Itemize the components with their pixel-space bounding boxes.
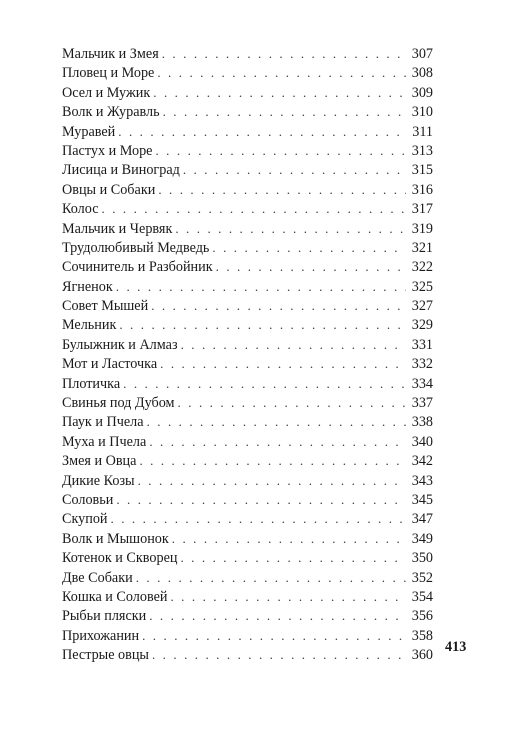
toc-entry-title: Пестрые овцы [62,647,149,664]
toc-entry [62,432,433,451]
toc-entry-title: Муха и Пчела [62,433,147,450]
toc-entry [62,122,433,141]
toc-entry-title: Мальчик и Червяк [62,220,173,237]
toc-entry [62,141,433,160]
toc-entry-title: Дикие Козы [62,472,135,489]
dot-leader [180,548,406,567]
toc-entry-page: 342 [411,453,433,470]
dot-leader [136,568,406,587]
toc-entry-page: 347 [411,511,433,528]
toc-entry [62,490,433,509]
dot-leader [181,335,406,354]
toc-entry-page: 309 [411,84,433,101]
dot-leader [102,199,407,218]
toc-entry-page: 334 [411,375,433,392]
dot-leader [155,141,406,160]
toc-entry [62,315,433,334]
toc-entry [62,568,433,587]
toc-entry [62,374,433,393]
toc-entry-title: Лисица и Виноград [62,162,180,179]
toc-entry [62,451,433,470]
dot-leader [163,102,406,121]
toc-entry-title: Кошка и Соловей [62,588,168,605]
toc-entry-page: 354 [411,588,433,605]
toc-entry-page: 316 [411,181,433,198]
toc-entry-page: 322 [411,259,433,276]
toc-entry [62,83,433,102]
toc-entry [62,509,433,528]
toc-entry [62,606,433,625]
toc-entry-page: 337 [411,395,433,412]
dot-leader [119,315,406,334]
toc-entry-page: 343 [411,472,433,489]
toc-entry-title: Волк и Журавль [62,104,160,121]
toc-entry-title: Соловьи [62,491,114,508]
toc-entry-title: Скупой [62,511,108,528]
toc-entry-title: Осел и Мужик [62,84,151,101]
toc-entry-title: Котенок и Скворец [62,550,178,567]
toc-entry [62,199,433,218]
toc-entry [62,219,433,238]
toc-entry-title: Совет Мышей [62,298,149,315]
toc-entry-page: 310 [411,104,433,121]
dot-leader [116,490,406,509]
toc-entry-title: Мот и Ласточка [62,356,158,373]
toc-entry-title: Ягненок [62,278,113,295]
dot-leader [172,529,406,548]
toc-entry-title: Пастух и Море [62,142,153,159]
toc-entry-page: 331 [411,336,433,353]
toc-entry-title: Булыжник и Алмаз [62,336,178,353]
toc-entry [62,63,433,82]
toc-entry-page: 307 [411,46,433,62]
toc-entry-page: 325 [411,278,433,295]
page-number: 413 [445,639,467,655]
dot-leader [157,63,406,82]
toc-entry-title: Паук и Пчела [62,414,144,431]
dot-leader [175,219,406,238]
dot-leader [111,509,406,528]
toc-entry [62,44,433,63]
toc-entry-title: Волк и Мышонок [62,530,169,547]
toc-entry-title: Колос [62,201,99,218]
dot-leader [212,238,406,257]
toc-entry [62,471,433,490]
toc-entry-page: 311 [412,123,433,140]
dot-leader [118,122,406,141]
toc-entry [62,354,433,373]
toc-entry-page: 329 [411,317,433,334]
toc-entry-title: Змея и Овца [62,453,137,470]
toc-entry-page: 356 [411,608,433,625]
toc-entry [62,160,433,179]
dot-leader [158,180,406,199]
dot-leader [183,160,406,179]
dot-leader [149,432,406,451]
toc-entry [62,529,433,548]
toc-entry [62,412,433,431]
toc-entry-title: Свинья под Дубом [62,395,175,412]
toc-entry-page: 358 [411,627,433,644]
toc-entry-title: Трудолюбивый Медведь [62,239,210,256]
dot-leader [142,626,406,645]
toc-entry-page: 349 [411,530,433,547]
dot-leader [138,471,406,490]
toc-entry-page: 317 [411,201,433,218]
toc-entry-page: 313 [411,142,433,159]
dot-leader [139,451,406,470]
dot-leader [162,44,406,63]
toc-entry-title: Муравей [62,123,116,140]
dot-leader [147,412,406,431]
toc-entry [62,548,433,567]
dot-leader [123,374,406,393]
toc-entry-title: Прихожанин [62,627,140,644]
toc-entry [62,277,433,296]
toc-entry-page: 319 [411,220,433,237]
toc-entry-title: Плотичка [62,375,121,392]
toc-entry [62,587,433,606]
dot-leader [116,277,406,296]
toc-entry [62,335,433,354]
toc-entry-page: 321 [411,239,433,256]
toc-entry [62,393,433,412]
table-of-contents [62,44,433,665]
toc-entry-page: 315 [411,162,433,179]
toc-entry [62,257,433,276]
dot-leader [216,257,406,276]
toc-entry-page: 308 [411,65,433,82]
toc-entry-page: 345 [411,491,433,508]
toc-entry-title: Пловец и Море [62,65,155,82]
toc-entry [62,645,433,664]
toc-entry [62,238,433,257]
toc-entry-page: 338 [411,414,433,431]
dot-leader [151,296,406,315]
dot-leader [152,645,406,664]
toc-entry [62,102,433,121]
toc-entry-page: 340 [411,433,433,450]
toc-entry-title: Две Собаки [62,569,133,586]
toc-entry-page: 352 [411,569,433,586]
toc-entry-page: 327 [411,298,433,315]
toc-entry [62,626,433,645]
toc-entry-page: 350 [411,550,433,567]
toc-entry-page: 360 [411,647,433,664]
toc-entry-title: Мельник [62,317,117,334]
dot-leader [178,393,406,412]
toc-entry-title: Сочинитель и Разбойник [62,259,213,276]
dot-leader [153,83,406,102]
toc-entry-page: 332 [411,356,433,373]
toc-entry-title: Овцы и Собаки [62,181,156,198]
dot-leader [149,606,406,625]
toc-entry [62,180,433,199]
toc-entry-title: Рыбьи пляски [62,608,147,625]
toc-entry [62,296,433,315]
dot-leader [170,587,406,606]
dot-leader [160,354,406,373]
toc-entry-title: Мальчик и Змея [62,46,159,62]
